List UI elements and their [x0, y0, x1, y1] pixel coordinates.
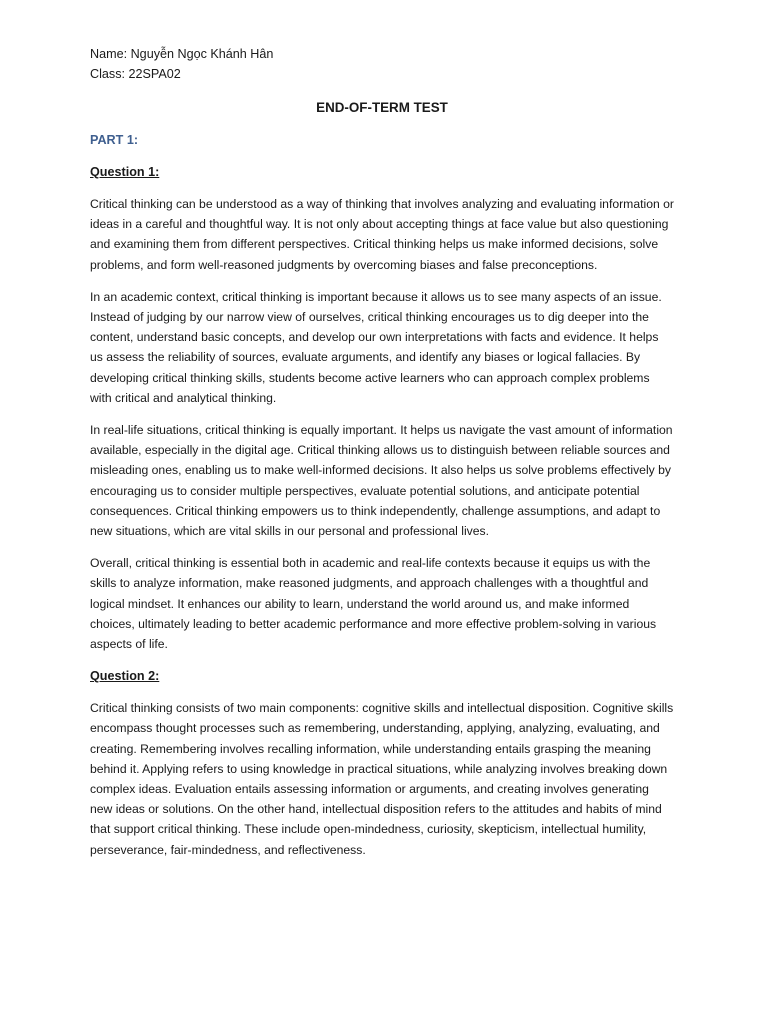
part-heading: PART 1:	[90, 133, 139, 147]
question-1-paragraph-3: In real-life situations, critical thinking is equally important. It helps us navigate the vast amount of information available, especially in the digital age. Critical thinking allows us to distinguish between reliable sources and misleading ones, enabling us to make well-informed decisions. It also helps us solve problems effectively by encouraging us to consider multiple perspectives, evaluate potential solutions, and anticipate potential consequences. Critical thinking empowers us to think independently, challenge assumptions, and adapt to new situations, which are vital skills in our personal and professional lives.	[90, 423, 673, 539]
question-2-paragraph-1: Critical thinking consists of two main components: cognitive skills and intellectual disposition. Cognitive skills encompass thought processes such as remembering, understanding, applying, analyzing, evaluating, and creating. Remembering involves recalling information, while understanding entails grasping the meaning behind it. Applying refers to using knowledge in practical situations, while analyzing involves breaking down complex ideas. Evaluation entails assessing information or arguments, and creating involves generating new ideas or solutions. On the other hand, intellectual disposition refers to the attitudes and habits of mind that support critical thinking. These include open-mindedness, curiosity, skepticism, intellectual humility, perseverance, fair-mindedness, and reflectiveness.	[90, 701, 674, 857]
student-class: Class: 22SPA02	[90, 67, 181, 81]
question-2-heading: Question 2:	[90, 669, 160, 684]
document-title: END-OF-TERM TEST	[316, 100, 448, 115]
question-1-paragraph-2: In an academic context, critical thinking is important because it allows us to see many aspects of an issue. Instead of judging by our narrow view of ourselves, critical thinking encourages us to dig deeper into the content, understand basic concepts, and develop our own interpretations with facts and evidence. It helps us assess the reliability of sources, evaluate arguments, and identify any biases or logical fallacies. By developing critical thinking skills, students become active learners who can approach complex problems with critical and analytical thinking.	[90, 289, 662, 405]
student-name: Name: Nguyễn Ngọc Khánh Hân	[90, 47, 274, 61]
question-1-paragraph-1: Critical thinking can be understood as a way of thinking that involves analyzing and evaluating information or ideas in a careful and thoughtful way. It is not only about accepting things at face value but also questioning and examining them from different perspectives. Critical thinking helps us make informed decisions, solve problems, and form well-reasoned judgments by overcoming biases and false preconceptions.	[90, 197, 674, 272]
question-1-paragraph-4: Overall, critical thinking is essential both in academic and real-life contexts because it equips us with the skills to analyze information, make reasoned judgments, and approach challenges with a thoughtful and logical mindset. It enhances our ability to learn, understand the world around us, and make informed choices, ultimately leading to better academic performance and more effective problem-solving in various aspects of life.	[90, 556, 657, 652]
question-1-heading: Question 1:	[90, 165, 160, 179]
